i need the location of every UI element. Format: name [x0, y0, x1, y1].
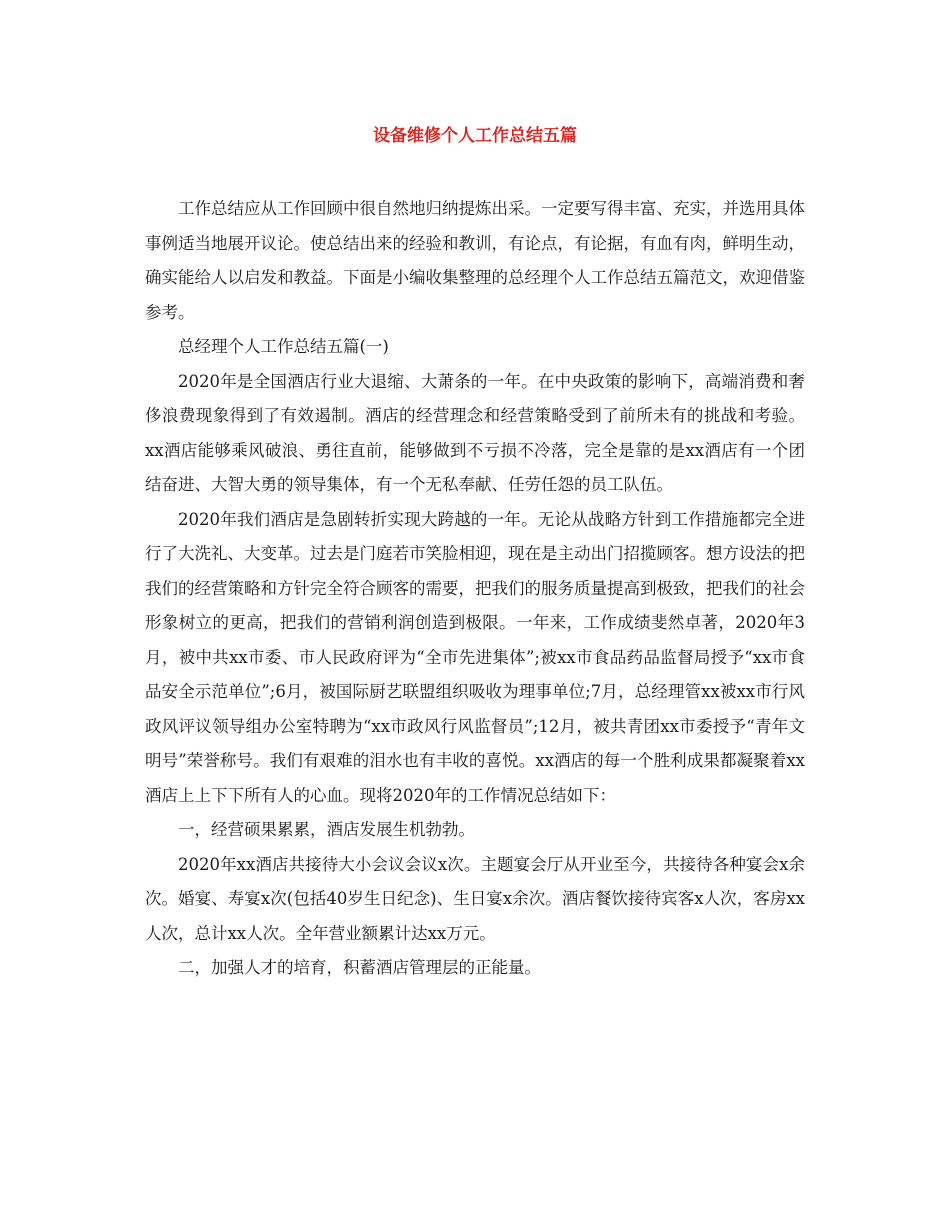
document-body [145, 192, 805, 986]
paragraph: 2020年我们酒店是急剧转折实现大跨越的一年。无论从战略方针到工作措施都完全进行了大洗礼、大变革。过去是门庭若市笑脸相迎，现在是主动出门招揽顾客。想方设法的把我们的经营策略和方针完全符合顾客的需要，把我们的服务质量提高到极致，把我们的社会形象树立的更高，把我们的营销利润创造到极限。一年来，工作成绩斐然卓著，2020年3月，被中共xx市委、市人民政府评为“全市先进集体”;被xx市食品药品监督局授予“xx市食品安全示范单位”;6月，被国际厨艺联盟组织吸收为理事单位;7月，总经理管xx被xx市行风政风评议领导组办公室特聘为“xx市政风行风监督员”;12月，被共青团xx市委授予“青年文明号”荣誉称号。我们有艰难的泪水也有丰收的喜悦。xx酒店的每一个胜利成果都凝聚着xx酒店上上下下所有人的心血。现将2020年的工作情况总结如下： [145, 509, 805, 805]
subsection-heading: 一，经营硕果累累，酒店发展生机勃勃。 [178, 820, 475, 839]
subsection-heading: 二，加强人才的培育，积蓄酒店管理层的正能量。 [178, 958, 541, 977]
paragraph-intro: 工作总结应从工作回顾中很自然地归纳提炼出采。一定要写得丰富、充实，并选用具体事例适当地展开议论。使总结出来的经验和教训，有论点，有论据，有血有肉，鲜明生动，确实能给人以启发和教益。下面是小编收集整理的总经理个人工作总结五篇范文，欢迎借鉴参考。 [145, 199, 805, 322]
paragraph: 2020年xx酒店共接待大小会议会议x次。主题宴会厅从开业至今，共接待各种宴会x余次。婚宴、寿宴x次(包括40岁生日纪念)、生日宴x余次。酒店餐饮接待宾客x人次，客房xx人次，总计xx人次。全年营业额累计达xx万元。 [145, 854, 805, 943]
paragraph: 2020年是全国酒店行业大退缩、大萧条的一年。在中央政策的影响下，高端消费和奢侈浪费现象得到了有效遏制。酒店的经营理念和经营策略受到了前所未有的挑战和考验。xx酒店能够乘风破浪、勇往直前，能够做到不亏损不冷落，完全是靠的是xx酒店有一个团结奋进、大智大勇的领导集体，有一个无私奉献、任劳任怨的员工队伍。 [145, 371, 805, 494]
section-heading: 总经理个人工作总结五篇(一) [178, 337, 389, 356]
document-title: 设备维修个人工作总结五篇 [373, 126, 577, 146]
